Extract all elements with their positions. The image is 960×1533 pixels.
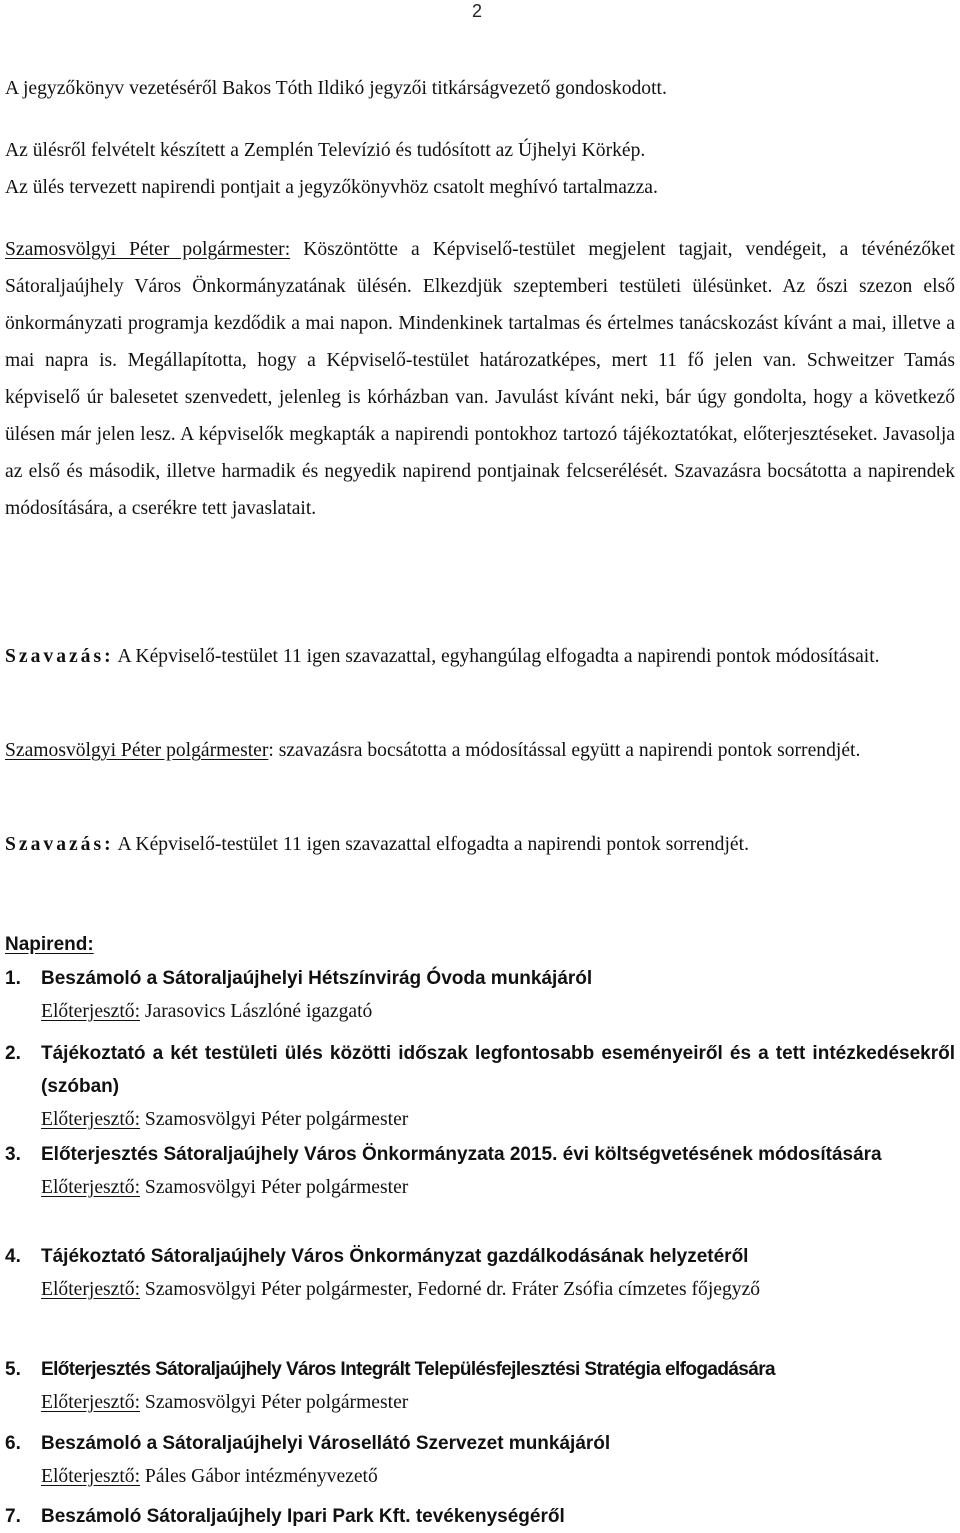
speaker-name: Szamosvölgyi Péter polgármester: [5,239,291,260]
speech-text: : szavazásra bocsátotta a módosítással együtt a napirendi pontok sorrendjét. [268,740,861,761]
agenda-item-number: 3. [5,1144,21,1165]
vote-label: Szavazás: [5,646,114,667]
presenter-label: Előterjesztő: [41,1109,141,1130]
agenda-item [5,1138,955,1204]
speaker-name: Szamosvölgyi Péter polgármester [5,740,269,761]
agenda-item-presenter [41,1386,955,1419]
vote-1-paragraph [5,638,955,675]
agenda-item-number: 2. [5,1043,21,1064]
presenter-name: Szamosvölgyi Péter polgármester [140,1177,409,1198]
agenda-item-title: Beszámoló a Sátoraljaújhelyi Hétszínvirág Óvoda munkájáról [41,968,593,989]
agenda-item-number: 7. [5,1506,21,1527]
presenter-name: Páles Gábor intézményvezető [140,1466,378,1487]
agenda-item-number: 5. [5,1359,21,1380]
agenda-item-number: 4. [5,1246,21,1267]
page-number: 2 [472,1,483,21]
presenter-label: Előterjesztő: [41,1466,141,1487]
presenter-name: Szamosvölgyi Péter polgármester, Fedorné dr. Fráter Zsófia címzetes főjegyző [140,1279,761,1300]
agenda-item-presenter [41,1273,955,1306]
vote-result: A Képviselő-testület 11 igen szavazattal, egyhangúlag elfogadta a napirendi pontok módosításait. [113,646,880,667]
minutes-keeper-paragraph: A jegyzőkönyv vezetéséről Bakos Tóth Ildikó jegyzői titkárságvezető gondoskodott. [5,78,667,99]
agenda-item [5,1353,955,1419]
vote-2-paragraph [5,826,955,863]
agenda-item-title: Tájékoztató a két testületi ülés közötti időszak legfontosabb eseményeiről és a tett intézkedésekről (szóban) [41,1043,955,1097]
agenda-item-presenter [41,1460,955,1493]
agenda-item-presenter [41,995,955,1028]
agenda-item-number: 6. [5,1433,21,1454]
agenda-item-title: Előterjesztés Sátoraljaújhely Város Integrált Településfejlesztési Stratégia elfogadására [41,1359,775,1380]
agenda-attachment-paragraph: Az ülés tervezett napirendi pontjait a jegyzőkönyvhöz csatolt meghívó tartalmazza. [5,177,658,198]
agenda-item-title: Beszámoló Sátoraljaújhely Ipari Park Kft. tevékenységéről [41,1506,565,1527]
agenda-item [5,1037,955,1136]
agenda-item-title: Beszámoló a Sátoraljaújhelyi Városellátó Szervezet munkájáról [41,1433,611,1454]
presenter-label: Előterjesztő: [41,1177,141,1198]
agenda-item-title: Előterjesztés Sátoraljaújhely Város Önkormányzata 2015. évi költségvetésének módosítására [41,1144,882,1165]
mayor-order-paragraph [5,732,955,769]
agenda-item-presenter [41,1103,955,1136]
presenter-name: Szamosvölgyi Péter polgármester [140,1109,409,1130]
presenter-name: Szamosvölgyi Péter polgármester [140,1392,409,1413]
agenda-item-number: 1. [5,968,21,989]
recording-paragraph: Az ülésről felvételt készített a Zemplén Televízió és tudósított az Újhelyi Körkép. [5,140,646,161]
presenter-label: Előterjesztő: [41,1001,141,1022]
agenda-item [5,1240,955,1306]
agenda-item-presenter [41,1171,955,1204]
speech-text: Köszöntötte a Képviselő-testület megjelent tagjait, vendégeit, a tévénézőket Sátoraljaújhely Város Önkormányzatának ülésén. Elkezdjük szeptemberi testületi ülésünket. Az őszi szezon első önkormányzati programja kezdődik a mai napon. Mindenkinek tartalmas és értelmes tanácskozást kívánt a mai, illetve a mai napra is. Megállapította, hogy a Képviselő-testület határozatképes, mert 11 fő jelen van. Schweitzer Tamás képviselő úr balesetet szenvedett, jelenleg is kórházban van. Javulást kívánt neki, bár úgy gondolta, hogy a következő ülésen már jelen lesz. A képviselők megkapták a napirendi pontokhoz tartozó tájékoztatókat, előterjesztéseket. Javasolja az első és második, illetve harmadik és negyedik napirend pontjainak felcserélését. Szavazásra bocsátotta a napirendek módosítására, a cserékre tett javaslatait. [5,239,955,519]
vote-label: Szavazás: [5,834,114,855]
agenda-item [5,1500,955,1533]
presenter-name: Jarasovics Lászlóné igazgató [140,1001,373,1022]
agenda-heading: Napirend: [5,934,94,955]
vote-result: A Képviselő-testület 11 igen szavazattal elfogadta a napirendi pontok sorrendjét. [113,834,749,855]
agenda-item [5,1427,955,1493]
presenter-label: Előterjesztő: [41,1392,141,1413]
presenter-label: Előterjesztő: [41,1279,141,1300]
agenda-item-title: Tájékoztató Sátoraljaújhely Város Önkormányzat gazdálkodásának helyzetéről [41,1246,749,1267]
agenda-item [5,962,955,1028]
mayor-opening-paragraph [5,231,955,527]
